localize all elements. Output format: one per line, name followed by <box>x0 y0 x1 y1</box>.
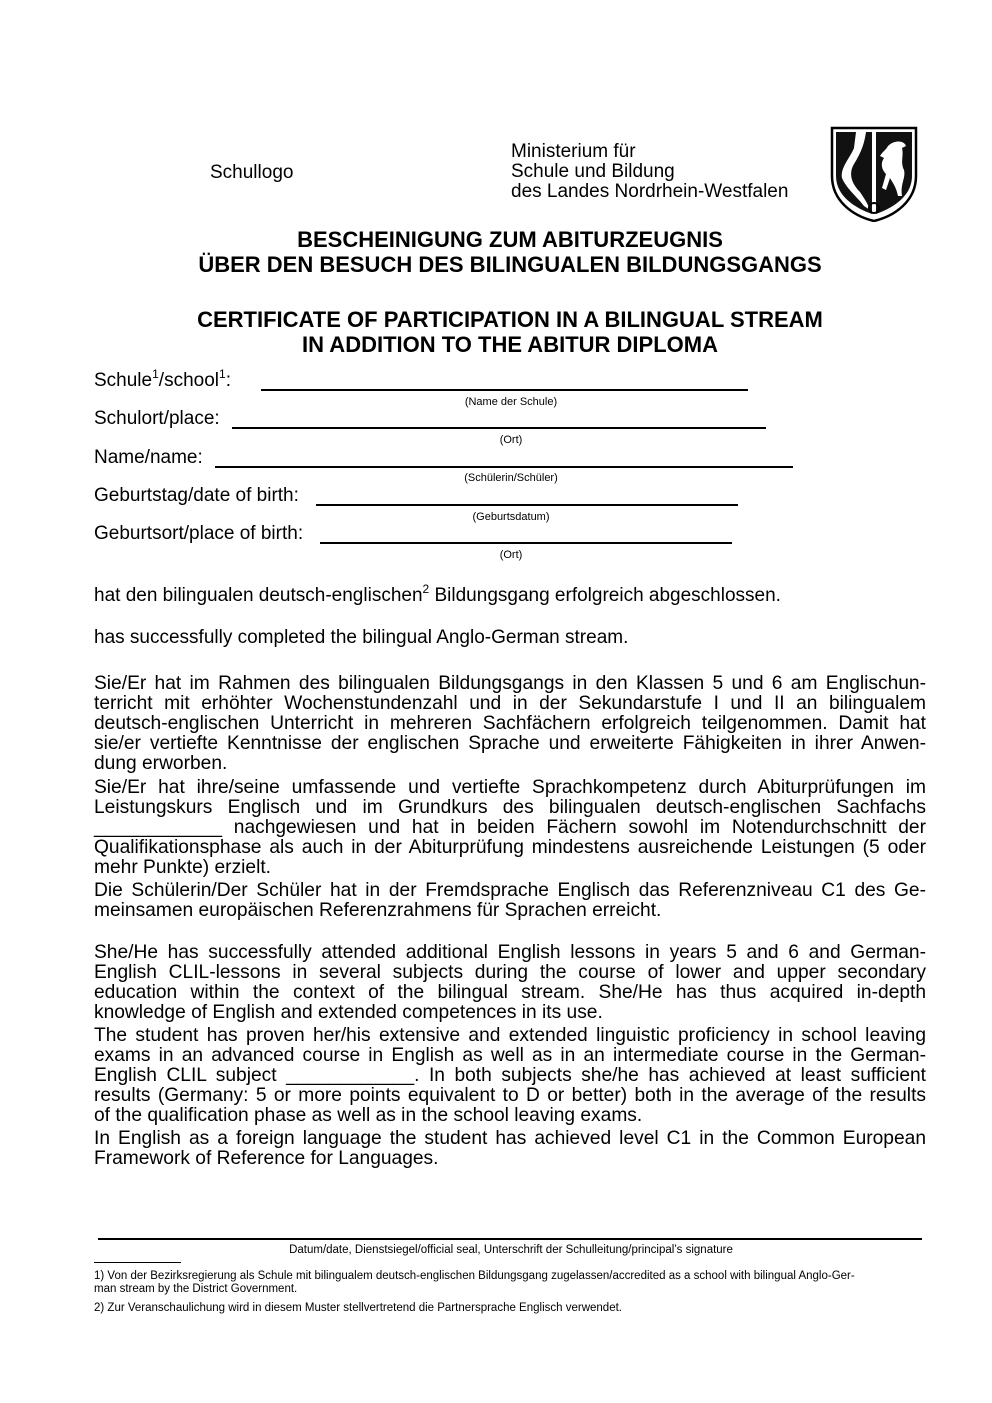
name-field-label: Name/name: <box>94 447 203 468</box>
body-de-line: Sie/Er hat im Rahmen des bilingualen Bildungsgangs in den Klassen 5 und 6 am Englischun- <box>94 673 926 694</box>
label-text: : <box>225 370 231 391</box>
statement-text: hat den bilingualen deutsch-englischen <box>94 585 423 606</box>
signature-line[interactable] <box>98 1238 922 1240</box>
body-en-line: knowledge of English and extended competences in its use. <box>94 1002 603 1023</box>
title-de-line: ÜBER DEN BESUCH DES BILINGUALEN BILDUNGSGANGS <box>198 252 822 277</box>
birthplace-caption: (Ort) <box>499 549 523 561</box>
body-en-line: Framework of Reference for Languages. <box>94 1148 439 1169</box>
school-logo-placeholder: Schullogo <box>210 162 294 183</box>
title-de-line: BESCHEINIGUNG ZUM ABITURZEUGNIS <box>297 227 723 252</box>
ministry-line: des Landes Nordrhein-Westfalen <box>511 181 789 202</box>
statement-de <box>94 582 781 606</box>
ministry-line: Schule und Bildung <box>511 161 675 182</box>
birthplace-field-label: Geburtsort/place of birth: <box>94 523 304 544</box>
footnote-ref: 2 <box>422 582 430 596</box>
statement-text: Bildungsgang erfolgreich abgeschlossen. <box>429 585 781 606</box>
ministry-name <box>511 142 788 202</box>
coat-of-arms-icon <box>830 126 918 222</box>
body-en-line: education within the context of the bilingual stream. She/He has thus acquired in-depth <box>94 982 926 1003</box>
birthdate-field-label: Geburtstag/date of birth: <box>94 485 299 506</box>
school-caption: (Name der Schule) <box>464 396 558 408</box>
title-en-line: IN ADDITION TO THE ABITUR DIPLOMA <box>302 332 718 357</box>
body-en-line: In English as a foreign language the student has achieved level C1 in the Common European <box>94 1128 926 1149</box>
body-en-line: results (Germany: 5 or more points equivalent to D or better) both in the average of the results <box>94 1085 926 1106</box>
birthplace-input-line[interactable] <box>320 542 732 544</box>
school-input-line[interactable] <box>261 389 748 391</box>
body-en-line: English CLIL subject ____________. In both subjects she/he has achieved at least sufficient <box>94 1065 926 1086</box>
name-caption: (Schülerin/Schüler) <box>464 472 558 484</box>
body-en-line: The student has proven her/his extensive and extended linguistic proficiency in school leaving <box>94 1025 926 1046</box>
footnote-1-line: man stream by the District Government. <box>94 1283 298 1295</box>
body-de-line: terricht mit erhöhter Wochenstundenzahl und in der Sekundarstufe I und II an bilingualem <box>94 693 926 714</box>
footnote-1-line: 1) Von der Bezirksregierung als Schule mit bilingualem deutsch-englischen Bildungsgang zugelassen/accredited as a school with bilingual Anglo-Ger- <box>94 1270 855 1282</box>
body-de-line: Leistungskurs Englisch und im Grundkurs des bilingualen deutsch-englischen Sachfachs <box>94 797 926 818</box>
footnote-ref: 1 <box>219 367 226 381</box>
body-de-line: Sie/Er hat ihre/seine umfassende und vertiefte Sprachkompetenz durch Abiturprüfungen im <box>94 777 926 798</box>
body-en-line: English CLIL-lessons in several subjects during the course of lower and upper secondary <box>94 962 926 983</box>
place-field-label: Schulort/place: <box>94 408 220 429</box>
body-de-line: dung erworben. <box>94 753 228 774</box>
birthdate-caption: (Geburtsdatum) <box>472 511 550 523</box>
place-input-line[interactable] <box>232 427 766 429</box>
footnote-ref: 1 <box>152 367 159 381</box>
body-de-line: mehr Punkte) erzielt. <box>94 857 272 878</box>
body-en-line: She/He has successfully attended additional English lessons in years 5 and 6 and German- <box>94 942 926 963</box>
place-caption: (Ort) <box>499 434 523 446</box>
body-de-line: Die Schülerin/Der Schüler hat in der Fremdsprache Englisch das Referenzniveau C1 des Ge- <box>94 880 926 901</box>
body-de-line: Qualifikationsphase als auch in der Abiturprüfung mindestens ausreichende Leistungen (5 oder <box>94 837 926 858</box>
school-field-label <box>94 367 231 391</box>
ministry-line: Ministerium für <box>511 141 636 162</box>
body-en-line: exams in an advanced course in English as well as in an intermediate course in the German- <box>94 1045 926 1066</box>
birthdate-input-line[interactable] <box>316 504 738 506</box>
body-de-line: deutsch-englischen Unterricht in mehreren Sachfächern erfolgreich teilgenommen. Damit hat <box>94 713 926 734</box>
title-en-line: CERTIFICATE OF PARTICIPATION IN A BILINGUAL STREAM <box>197 307 823 332</box>
body-de-line: sie/er vertiefte Kenntnisse der englischen Sprache und erweiterte Fähigkeiten in ihrer Anwen- <box>94 733 926 754</box>
body-en-line: of the qualification phase as well as in the school leaving exams. <box>94 1105 643 1126</box>
body-de-line: ____________ nachgewiesen und hat in beiden Fächern sowohl im Notendurchschnitt der <box>94 817 926 838</box>
signature-caption: Datum/date, Dienstsiegel/official seal, Unterschrift der Schulleitung/principal’s signature <box>289 1244 733 1256</box>
footnote-2: 2) Zur Veranschaulichung wird in diesem Muster stellvertretend die Partnersprache Englisch verwendet. <box>94 1302 622 1314</box>
label-text: Schule <box>94 370 153 391</box>
statement-en: has successfully completed the bilingual Anglo-German stream. <box>94 627 629 648</box>
body-de-line: meinsamen europäischen Referenzrahmens für Sprachen erreicht. <box>94 900 662 921</box>
label-text: /school <box>158 370 219 391</box>
name-input-line[interactable] <box>215 466 793 468</box>
footnote-separator <box>94 1262 181 1263</box>
